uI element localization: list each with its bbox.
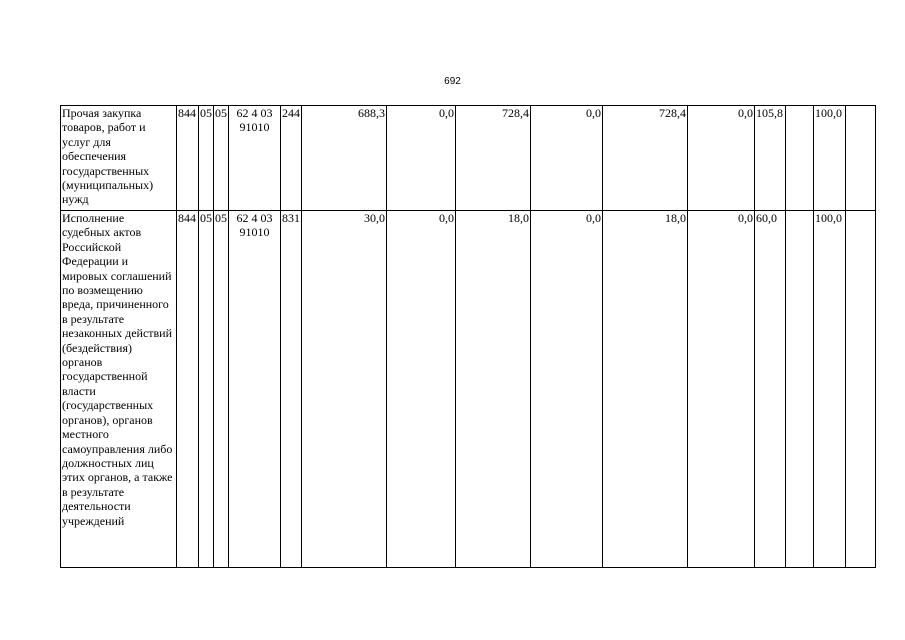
- percent-cell: 105,8: [755, 106, 786, 211]
- ministry-code: 844: [177, 211, 199, 568]
- amount-cell: 688,3: [302, 106, 387, 211]
- amount-cell: 18,0: [456, 211, 531, 568]
- target-article-code: 62 4 03 91010: [229, 106, 281, 211]
- section-code: 05: [199, 211, 214, 568]
- amount-cell: 0,0: [387, 211, 456, 568]
- ministry-code: 844: [177, 106, 199, 211]
- percent-cell: 100,0: [814, 211, 846, 568]
- amount-cell: 0,0: [688, 211, 755, 568]
- expense-type-code: 244: [281, 106, 302, 211]
- percent-cell: [846, 106, 876, 211]
- amount-cell: 728,4: [603, 106, 688, 211]
- row-description: Исполнение судебных актов Российской Федерации и мировых соглашений по возмещению вреда, причиненного в результате незаконных действий (бездействия) органов государственной власти (государственных органов), органов местного самоуправления либо должностных лиц этих органов, а также в результате деятельности учреждений: [61, 211, 177, 568]
- percent-cell: 100,0: [814, 106, 846, 211]
- percent-cell: 60,0: [755, 211, 786, 568]
- amount-cell: 18,0: [603, 211, 688, 568]
- table-row: [61, 211, 876, 568]
- page-number: 692: [444, 76, 461, 87]
- table-row: [61, 106, 876, 211]
- percent-cell: [786, 211, 814, 568]
- row-description: Прочая закупка товаров, работ и услуг для обеспечения государственных (муниципальных) нужд: [61, 106, 177, 211]
- amount-cell: 0,0: [531, 106, 603, 211]
- target-article-code: 62 4 03 91010: [229, 211, 281, 568]
- expense-type-code: 831: [281, 211, 302, 568]
- amount-cell: 0,0: [387, 106, 456, 211]
- percent-cell: [786, 106, 814, 211]
- amount-cell: 0,0: [688, 106, 755, 211]
- amount-cell: 0,0: [531, 211, 603, 568]
- amount-cell: 30,0: [302, 211, 387, 568]
- subsection-code: 05: [214, 211, 229, 568]
- amount-cell: 728,4: [456, 106, 531, 211]
- subsection-code: 05: [214, 106, 229, 211]
- percent-cell: [846, 211, 876, 568]
- section-code: 05: [199, 106, 214, 211]
- budget-table: [60, 105, 876, 568]
